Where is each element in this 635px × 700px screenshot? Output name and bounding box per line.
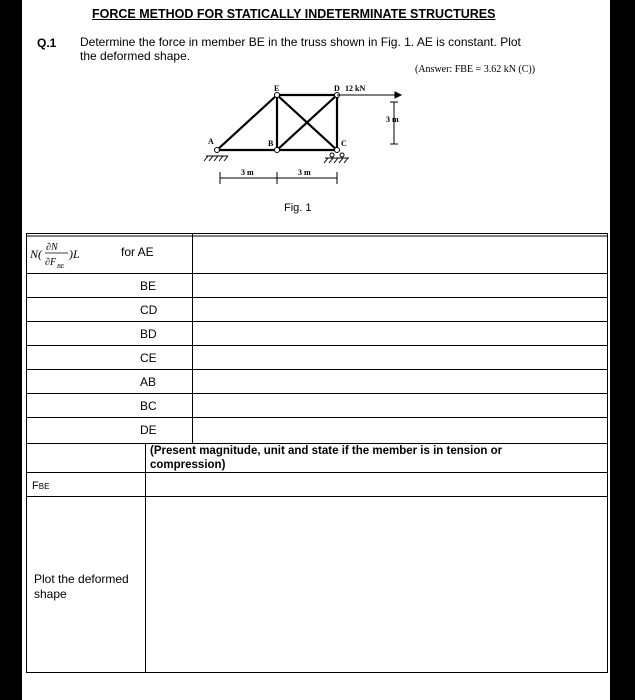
answer-note: (Answer: FBE = 3.62 kN (C)) — [415, 64, 536, 75]
page-title: FORCE METHOD FOR STATICALLY INDETERMINATE STRUCTURES — [92, 7, 496, 21]
plot-label-line2: shape — [34, 587, 67, 601]
load-label: 12 kN — [345, 84, 366, 93]
question-text-line1: Determine the force in member BE in the truss shown in Fig. 1. AE is constant. Plot — [80, 35, 521, 49]
for-ae-label: for AE — [121, 245, 154, 259]
plot-label-line1: Plot the deformed — [34, 572, 129, 586]
worksheet-page — [22, 0, 610, 700]
instruction-line1: (Present magnitude, unit and state if the member is in tension or — [150, 445, 503, 457]
instruction-note — [150, 444, 600, 472]
member-row-de: DE — [140, 423, 157, 437]
figure-caption: Fig. 1 — [284, 202, 312, 214]
plot-deformed-label — [34, 572, 129, 602]
member-row-ce: CE — [140, 351, 157, 365]
member-row-cd: CD — [140, 303, 158, 317]
member-row-bc: BC — [140, 399, 157, 413]
label-b: B — [268, 139, 274, 148]
question-number: Q.1 — [37, 36, 57, 50]
svg-text:∂F: ∂F — [45, 257, 57, 268]
svg-text:∂N: ∂N — [46, 242, 58, 253]
svg-text:BE: BE — [57, 264, 65, 270]
member-row-bd: BD — [140, 327, 157, 341]
member-row-be: BE — [140, 279, 157, 293]
label-d: D — [334, 84, 340, 93]
label-c: C — [341, 139, 347, 148]
formula-n-dn-dfbe-l — [28, 238, 108, 276]
label-e: E — [274, 84, 280, 93]
span2-label: 3 m — [298, 168, 311, 177]
height-label: 3 m — [386, 115, 399, 124]
svg-text:)L: )L — [69, 247, 80, 261]
question-text-line2: the deformed shape. — [80, 49, 191, 63]
fbe-label: FBE — [32, 480, 50, 492]
svg-text:N(: N( — [30, 247, 42, 261]
span1-label: 3 m — [241, 168, 254, 177]
instruction-line2: compression) — [150, 459, 226, 471]
label-a: A — [208, 137, 214, 146]
member-row-ab: AB — [140, 375, 157, 389]
